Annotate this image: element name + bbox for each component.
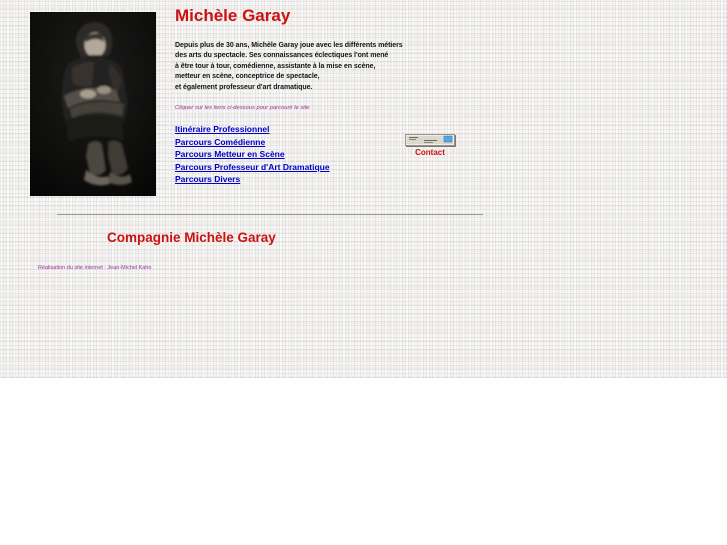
- link-parcours-professeur-art-dramatique[interactable]: Parcours Professeur d'Art Dramatique: [175, 161, 330, 172]
- site-credit: Réalisation du site internet : Jean-Michel Kahn: [38, 265, 152, 271]
- intro-line: à être tour à tour, comédienne, assistante à la mise en scène,: [175, 62, 376, 70]
- intro-line: Depuis plus de 30 ans, Michèle Garay joue avec les différents métiers: [175, 42, 403, 49]
- link-parcours-metteur-en-scene[interactable]: Parcours Metteur en Scène: [175, 149, 285, 160]
- site-instruction: Cliquer sur les liens ci-dessous pour parcourir le site: [175, 105, 310, 111]
- link-parcours-comedienne[interactable]: Parcours Comédienne: [175, 136, 266, 147]
- page-title: Michèle Garay: [175, 6, 291, 25]
- contact-label[interactable]: Contact: [415, 148, 445, 157]
- envelope-icon[interactable]: [404, 134, 456, 147]
- intro-line: des arts du spectacle. Ses connaissances éclectiques l'ont mené: [175, 52, 389, 60]
- link-itineraire-professionnel[interactable]: Itinéraire Professionnel: [175, 124, 270, 134]
- divider-line: [57, 214, 483, 215]
- link-parcours-divers[interactable]: Parcours Divers: [175, 174, 241, 185]
- intro-paragraph: [175, 41, 455, 93]
- intro-line: et également professeur d'art dramatique.: [175, 83, 313, 91]
- intro-line: metteur en scène, conceptrice de spectacle,: [175, 73, 320, 81]
- nav-links: [175, 123, 330, 186]
- viewport-blank-area: [0, 378, 727, 545]
- company-title: Compagnie Michèle Garay: [107, 230, 276, 245]
- portrait-illustration: [30, 12, 156, 196]
- portrait-photo: [30, 12, 156, 196]
- contact-link[interactable]: [404, 134, 456, 157]
